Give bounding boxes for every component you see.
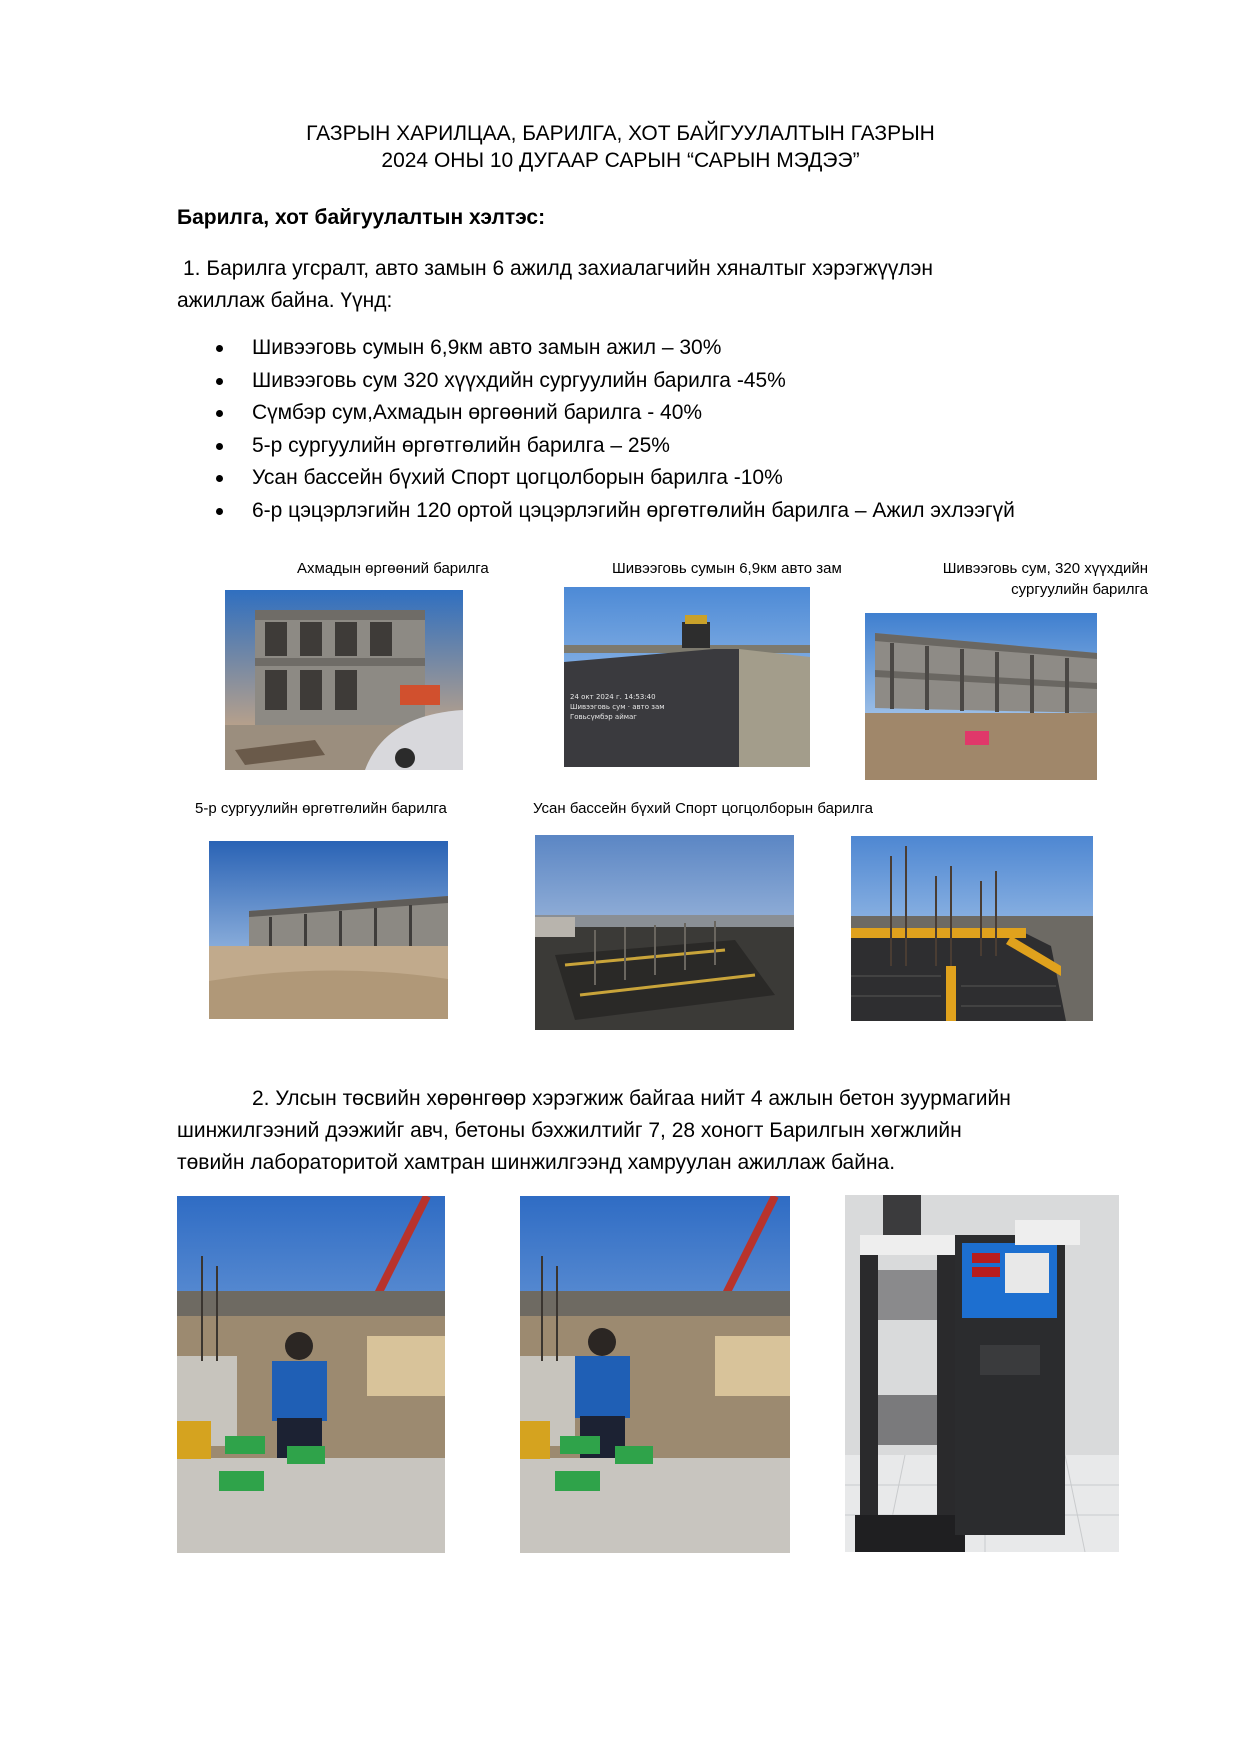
caption-school-5: 5-р сургуулийн өргөтгөлийн барилга [195, 800, 447, 817]
svg-text:Говьсүмбэр аймаг: Говьсүмбэр аймаг [570, 713, 637, 721]
document-title [0, 120, 1241, 174]
item-1-line-1: 1. Барилга угсралт, авто замын 6 ажилд захиалагчийн хяналтыг хэрэгжүүлэн [183, 257, 933, 280]
photo-compression-test-machine [845, 1195, 1119, 1552]
item-2-line-3: төвийн лабораторитой хамтран шинжилгээнд хамруулан ажиллаж байна. [177, 1151, 896, 1174]
item-2-paragraph [177, 1083, 1144, 1179]
photo-foundation-rebar [851, 836, 1093, 1021]
title-line-2: 2024 ОНЫ 10 ДУГААР САРЫН “САРЫН МЭДЭЭ” [381, 149, 860, 172]
photo-school-5-construction [209, 841, 448, 1019]
section-heading: Барилга, хот байгуулалтын хэлтэс: [177, 206, 546, 229]
list-item: 5-р сургуулийн өргөтгөлийн барилга – 25% [177, 430, 1015, 463]
svg-text:24 окт 2024 г. 14:53:40: 24 окт 2024 г. 14:53:40 [570, 693, 656, 701]
photo-sport-complex-foundation [535, 835, 794, 1030]
caption-elderly-house: Ахмадын өргөөний барилга [297, 560, 489, 577]
item-2-line-1: 2. Улсын төсвийн хөрөнгөөр хэрэгжиж байгаа нийт 4 ажлын бетон зуурмагийн [252, 1087, 1011, 1110]
caption-road: Шивээговь сумын 6,9км авто зам [612, 560, 842, 577]
list-item: Сүмбэр сум,Ахмадын өргөөний барилга - 40% [177, 397, 1015, 430]
caption-school-320 [880, 558, 1148, 600]
caption-sport-complex: Усан бассейн бүхий Спорт цогцолборын барилга [533, 800, 873, 817]
caption-school-320-line-2: сургуулийн барилга [1011, 581, 1148, 598]
caption-school-320-line-1: Шивээговь сум, 320 хүүхдийн [942, 560, 1148, 577]
title-line-1: ГАЗРЫН ХАРИЛЦАА, БАРИЛГА, ХОТ БАЙГУУЛАЛТЫН ГАЗРЫН [306, 122, 935, 145]
item-1-paragraph [177, 253, 1107, 317]
photo-concrete-sampling-2 [520, 1196, 790, 1553]
list-item: Шивээговь сумын 6,9км авто замын ажил – 30% [177, 332, 1015, 365]
item-2-line-2: шинжилгээний дээжийг авч, бетоны бэхжилтийг 7, 28 хоногт Барилгын хөгжлийн [177, 1119, 962, 1142]
photo-elderly-house-construction [225, 590, 463, 770]
photo-school-320-construction [865, 613, 1097, 780]
list-item: Усан бассейн бүхий Спорт цогцолборын барилга -10% [177, 462, 1015, 495]
item-1-line-2: ажиллаж байна. Үүнд: [177, 289, 393, 312]
list-item: Шивээговь сум 320 хүүхдийн сургуулийн барилга -45% [177, 365, 1015, 398]
photo-road-construction [564, 587, 810, 767]
svg-text:Шивээговь сум · авто зам: Шивээговь сум · авто зам [570, 703, 665, 711]
photo-concrete-sampling-1 [177, 1196, 445, 1553]
list-item: 6-р цэцэрлэгийн 120 ортой цэцэрлэгийн өргөтгөлийн барилга – Ажил эхлээгүй [177, 495, 1015, 528]
project-progress-list [177, 332, 1015, 527]
